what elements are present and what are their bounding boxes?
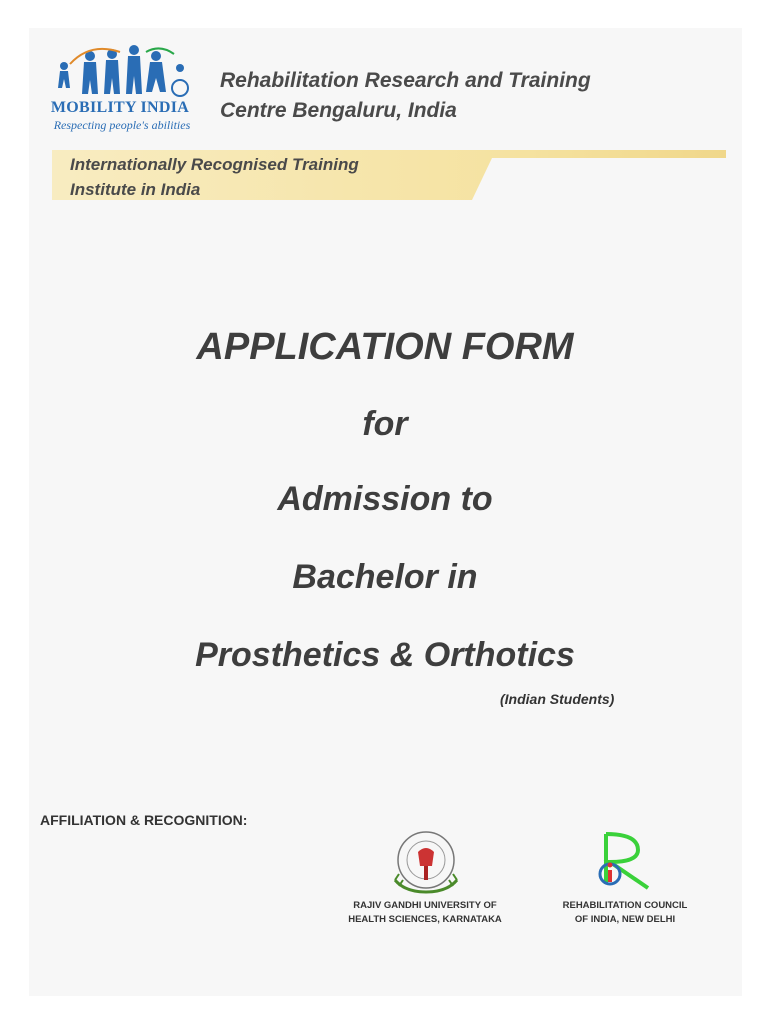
mobility-india-logo xyxy=(50,44,198,134)
banner-line1: Internationally Recognised Training xyxy=(70,155,359,174)
form-title-admission: Admission to xyxy=(277,480,493,518)
rci-caption-line2: OF INDIA, NEW DELHI xyxy=(574,914,676,925)
form-title-for: for xyxy=(362,405,408,443)
banner-text xyxy=(70,152,510,202)
centre-title xyxy=(220,66,740,126)
logo-tagline: Respecting people's abilities xyxy=(53,118,191,132)
university-seal-icon xyxy=(385,830,467,896)
university-caption-line2: HEALTH SCIENCES, KARNATAKA xyxy=(348,914,502,925)
form-title-course: Prosthetics & Orthotics xyxy=(195,636,575,674)
centre-title-line2: Centre Bengaluru, India xyxy=(220,99,457,122)
centre-title-line1: Rehabilitation Research and Training xyxy=(220,69,591,92)
rci-caption xyxy=(540,899,710,927)
rci-logo-icon xyxy=(588,828,666,892)
university-caption xyxy=(330,899,520,927)
affiliation-heading: AFFILIATION & RECOGNITION: xyxy=(40,812,248,828)
people-figures-icon xyxy=(50,44,198,100)
banner-line2: Institute in India xyxy=(70,180,201,199)
recognition-banner xyxy=(52,150,726,202)
logo-name: MOBILITY INDIA xyxy=(50,99,190,116)
form-title-bachelor: Bachelor in xyxy=(292,558,478,596)
form-title: APPLICATION FORM xyxy=(196,326,574,368)
audience-label: (Indian Students) xyxy=(500,691,615,707)
university-caption-line1: RAJIV GANDHI UNIVERSITY OF xyxy=(353,900,497,911)
rci-caption-line1: REHABILITATION COUNCIL xyxy=(562,900,688,911)
